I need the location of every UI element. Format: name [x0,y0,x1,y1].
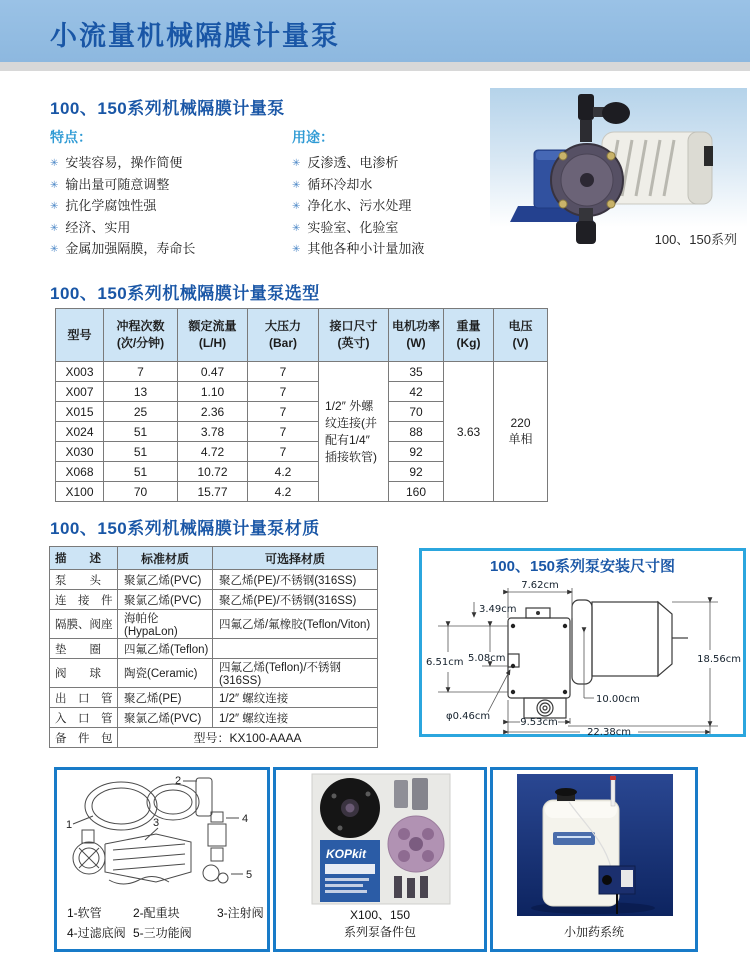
list-item [292,196,522,218]
product-photo [490,88,747,252]
cell-flow: 4.72 [178,442,248,462]
materials-table [49,546,378,748]
asterisk-bullet-icon: ✳ [292,222,301,234]
dimension-diagram-box [419,548,746,737]
part-caption: 2-配重块 [133,906,180,920]
cell-optional: 1/2″ 螺纹连接 [213,708,378,728]
cell-pressure: 7 [248,362,319,382]
table-row [50,688,378,708]
cell-connection: 1/2″ 外螺纹连接(并配有1/4″ 插接软管) [319,362,389,502]
uses-heading: 用途： [292,129,334,145]
cell-power: 92 [389,442,444,462]
cell-strokes: 70 [104,482,178,502]
cell-pressure: 7 [248,382,319,402]
cell-pressure: 7 [248,422,319,442]
cell-model: X015 [56,402,104,422]
parts-caption [67,904,264,941]
asterisk-bullet-icon: ✳ [292,244,301,255]
cell-strokes: 25 [104,402,178,422]
page-title: 小流量机械隔膜计量泵 [50,21,340,51]
cell-flow: 0.47 [178,362,248,382]
dosing-system-photo [493,772,695,918]
col-power: 电机功率 (W) [389,309,444,362]
table-header-row [56,309,548,362]
cell-model: X068 [56,462,104,482]
table-header-row [50,547,378,570]
asterisk-bullet-icon: ✳ [50,158,59,169]
cell-strokes: 51 [104,462,178,482]
list-item [292,239,522,261]
use-text: 其他各种小计量加液 [307,241,425,256]
cell-optional [213,639,378,659]
cell-part: 泵 头 [50,570,118,590]
dim-top-width: 7.62cm [521,580,559,591]
cell-flow: 1.10 [178,382,248,402]
part-number-label: 5 [246,869,253,881]
part-number-label: 2 [175,775,182,787]
dim-left-inner: 5.08cm [468,653,506,664]
cell-power: 160 [389,482,444,502]
col-description: 描 述 [50,547,118,570]
cell-model: X030 [56,442,104,462]
cell-standard: 陶瓷(Ceramic) [118,659,213,688]
cell-flow: 3.78 [178,422,248,442]
use-text: 循环冷却水 [307,176,373,192]
cell-power: 92 [389,462,444,482]
cell-model: X007 [56,382,104,402]
series-title: 100、150系列机械隔膜计量泵 [50,99,285,118]
col-pressure: 大压力 (Bar) [248,309,319,362]
cell-weight: 3.63 [444,362,494,502]
part-number-label: 4 [242,813,249,825]
cell-model: X024 [56,422,104,442]
pump-illustration [490,88,747,252]
col-strokes: 冲程次数 (次/分钟) [104,309,178,362]
feature-text: 安装容易，操作简便 [65,155,183,170]
table-row [50,728,378,748]
cell-strokes: 7 [104,362,178,382]
cell-part: 备 件 包 [50,728,118,748]
list-item [50,196,280,218]
parts-diagram-panel [54,767,270,952]
cell-optional: 聚乙烯(PE)/不锈钢(316SS) [213,570,378,590]
system-caption: 小加药系统 [563,925,624,939]
table-row [50,590,378,610]
features-list [50,153,280,261]
table-row [50,708,378,728]
kit-caption-line1: X100、150 [349,908,411,922]
asterisk-bullet-icon: ✳ [50,222,59,234]
cell-power: 42 [389,382,444,402]
page-header-band [0,0,750,62]
col-optional: 可选择材质 [213,547,378,570]
kit-box-label: KOPkit [326,847,367,861]
cell-part: 隔膜、阀座 [50,610,118,639]
cell-spare-model: 型号：KX100-AAAA [118,728,378,748]
cell-model: X003 [56,362,104,382]
installation-dimension-drawing [422,576,743,736]
cell-part: 阀 球 [50,659,118,688]
cell-power: 70 [389,402,444,422]
cell-standard: 聚氯乙烯(PVC) [118,570,213,590]
cell-strokes: 13 [104,382,178,402]
asterisk-bullet-icon: ✳ [292,201,301,212]
cell-flow: 10.72 [178,462,248,482]
cell-strokes: 51 [104,422,178,442]
part-caption: 1-软管 [67,906,102,920]
list-item [50,239,280,261]
dim-base-width: 9.53cm [520,717,558,728]
col-standard: 标准材质 [118,547,213,570]
asterisk-bullet-icon: ✳ [292,179,301,191]
kopkit-photo [276,772,484,906]
cell-optional: 聚乙烯(PE)/不锈钢(316SS) [213,590,378,610]
list-item [292,153,522,175]
cell-optional: 四氟乙烯(Teflon)/不锈钢(316SS) [213,659,378,688]
feature-text: 金属加强隔膜，寿命长 [65,241,196,256]
list-item [50,153,280,175]
spare-kit-panel [273,767,487,952]
cell-part: 连 接 件 [50,590,118,610]
asterisk-bullet-icon: ✳ [50,179,59,191]
cell-flow: 15.77 [178,482,248,502]
cell-pressure: 7 [248,402,319,422]
cell-voltage: 220 单相 [494,362,548,502]
cell-optional: 四氟乙烯/氟橡胶(Teflon/Viton) [213,610,378,639]
photo-caption: 100、150系列 [654,232,737,247]
cell-standard: 海帕伦(HypaLon) [118,610,213,639]
selection-table [55,308,548,502]
asterisk-bullet-icon: ✳ [50,201,59,212]
table-row [50,659,378,688]
cell-part: 出 口 管 [50,688,118,708]
cell-power: 88 [389,422,444,442]
cell-power: 35 [389,362,444,382]
cell-pressure: 7 [248,442,319,462]
diagram-title: 100、150系列泵安装尺寸图 [489,558,676,575]
cell-pressure: 4.2 [248,462,319,482]
list-item [50,175,280,197]
dosing-system-panel [490,767,698,952]
dim-left-outer: 6.51cm [426,657,464,668]
dim-hole-diameter: φ0.46cm [446,711,491,722]
uses-block [292,127,522,261]
table-row [56,362,548,382]
col-voltage: 电压 (V) [494,309,548,362]
asterisk-bullet-icon: ✳ [50,244,59,255]
cell-optional: 1/2″ 螺纹连接 [213,688,378,708]
part-number-label: 1 [66,819,73,831]
part-number-label: 3 [153,817,160,829]
use-text: 反渗透、电渗析 [307,155,399,170]
materials-title: 100、150系列机械隔膜计量泵材质 [50,519,320,538]
list-item [292,218,522,240]
features-heading: 特点： [50,129,92,145]
asterisk-bullet-icon: ✳ [292,158,301,169]
cell-standard: 聚氯乙烯(PVC) [118,708,213,728]
selection-title: 100、150系列机械隔膜计量泵选型 [50,284,320,303]
feature-text: 输出量可随意调整 [65,176,170,192]
dim-total-height: 18.56cm [697,654,741,665]
dim-motor-height: 10.00cm [596,694,640,705]
col-model: 型号 [56,309,104,362]
part-caption: 5-三功能阀 [133,926,192,940]
part-caption: 3-注射阀 [217,906,264,920]
dim-bracket-offset: 3.49cm [479,604,517,615]
col-connection: 接口尺寸 (英寸) [319,309,389,362]
cell-standard: 聚乙烯(PE) [118,688,213,708]
cell-strokes: 51 [104,442,178,462]
header-divider [0,62,750,71]
cell-part: 入 口 管 [50,708,118,728]
dim-total-length: 22.38cm [587,727,631,736]
cell-part: 垫 圈 [50,639,118,659]
feature-text: 经济、实用 [65,219,131,235]
cell-flow: 2.36 [178,402,248,422]
list-item [50,218,280,240]
features-block [50,127,280,261]
table-row [50,570,378,590]
cell-standard: 聚氯乙烯(PVC) [118,590,213,610]
cell-standard: 四氟乙烯(Teflon) [118,639,213,659]
pump-parts-sketch [61,772,266,886]
list-item [292,175,522,197]
uses-list [292,153,522,261]
table-row [50,610,378,639]
cell-model: X100 [56,482,104,502]
col-flow: 额定流量 (L/H) [178,309,248,362]
col-weight: 重量 (Kg) [444,309,494,362]
kit-caption-line2: 系列泵备件包 [343,925,416,939]
table-row [50,639,378,659]
part-caption: 4-过滤底阀 [67,926,126,940]
cell-pressure: 4.2 [248,482,319,502]
use-text: 实验室、化验室 [307,219,399,235]
use-text: 净化水、污水处理 [307,198,412,213]
feature-text: 抗化学腐蚀性强 [65,198,157,213]
